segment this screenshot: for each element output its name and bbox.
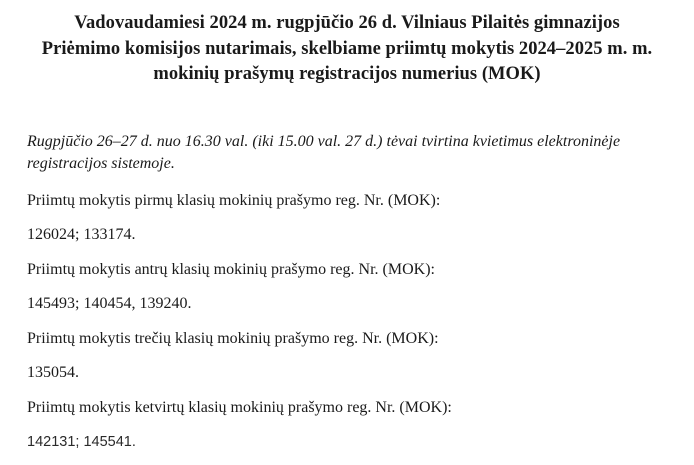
heading-line-1: Vadovaudamiesi 2024 m. rugpjūčio 26 d. Vilniaus Pilaitės gimnazijos: [74, 13, 620, 33]
notice-line-1: Rugpjūčio 26–27 d. nuo 16.30 val. (iki 15.00 val. 27 d.) tėvai tvirtina kvietimus elektroninėje: [27, 133, 621, 150]
grade-3-numbers: 135054.: [27, 364, 79, 381]
heading-line-2: Priėmimo komisijos nutarimais, skelbiame priimtų mokytis 2024–2025 m. m.: [41, 38, 653, 59]
grade-2-numbers: 145493; 140454, 139240.: [27, 295, 192, 312]
announcement-heading: [0, 11, 694, 88]
grade-2-label: Priimtų mokytis antrų klasių mokinių prašymo reg. Nr. (MOK):: [27, 261, 435, 278]
grade-4-numbers: 142131; 145541.: [27, 434, 136, 450]
grade-3-label: Priimtų mokytis trečių klasių mokinių prašymo reg. Nr. (MOK):: [27, 330, 439, 347]
grade-1-numbers: 126024; 133174.: [27, 226, 136, 243]
confirmation-notice: [27, 131, 677, 175]
heading-line-3: mokinių prašymų registracijos numerius (MOK): [153, 64, 541, 84]
notice-line-2: registracijos sistemoje.: [27, 155, 175, 172]
grade-1-label: Priimtų mokytis pirmų klasių mokinių prašymo reg. Nr. (MOK):: [27, 192, 441, 209]
grade-4-label: Priimtų mokytis ketvirtų klasių mokinių prašymo reg. Nr. (MOK):: [27, 399, 452, 416]
